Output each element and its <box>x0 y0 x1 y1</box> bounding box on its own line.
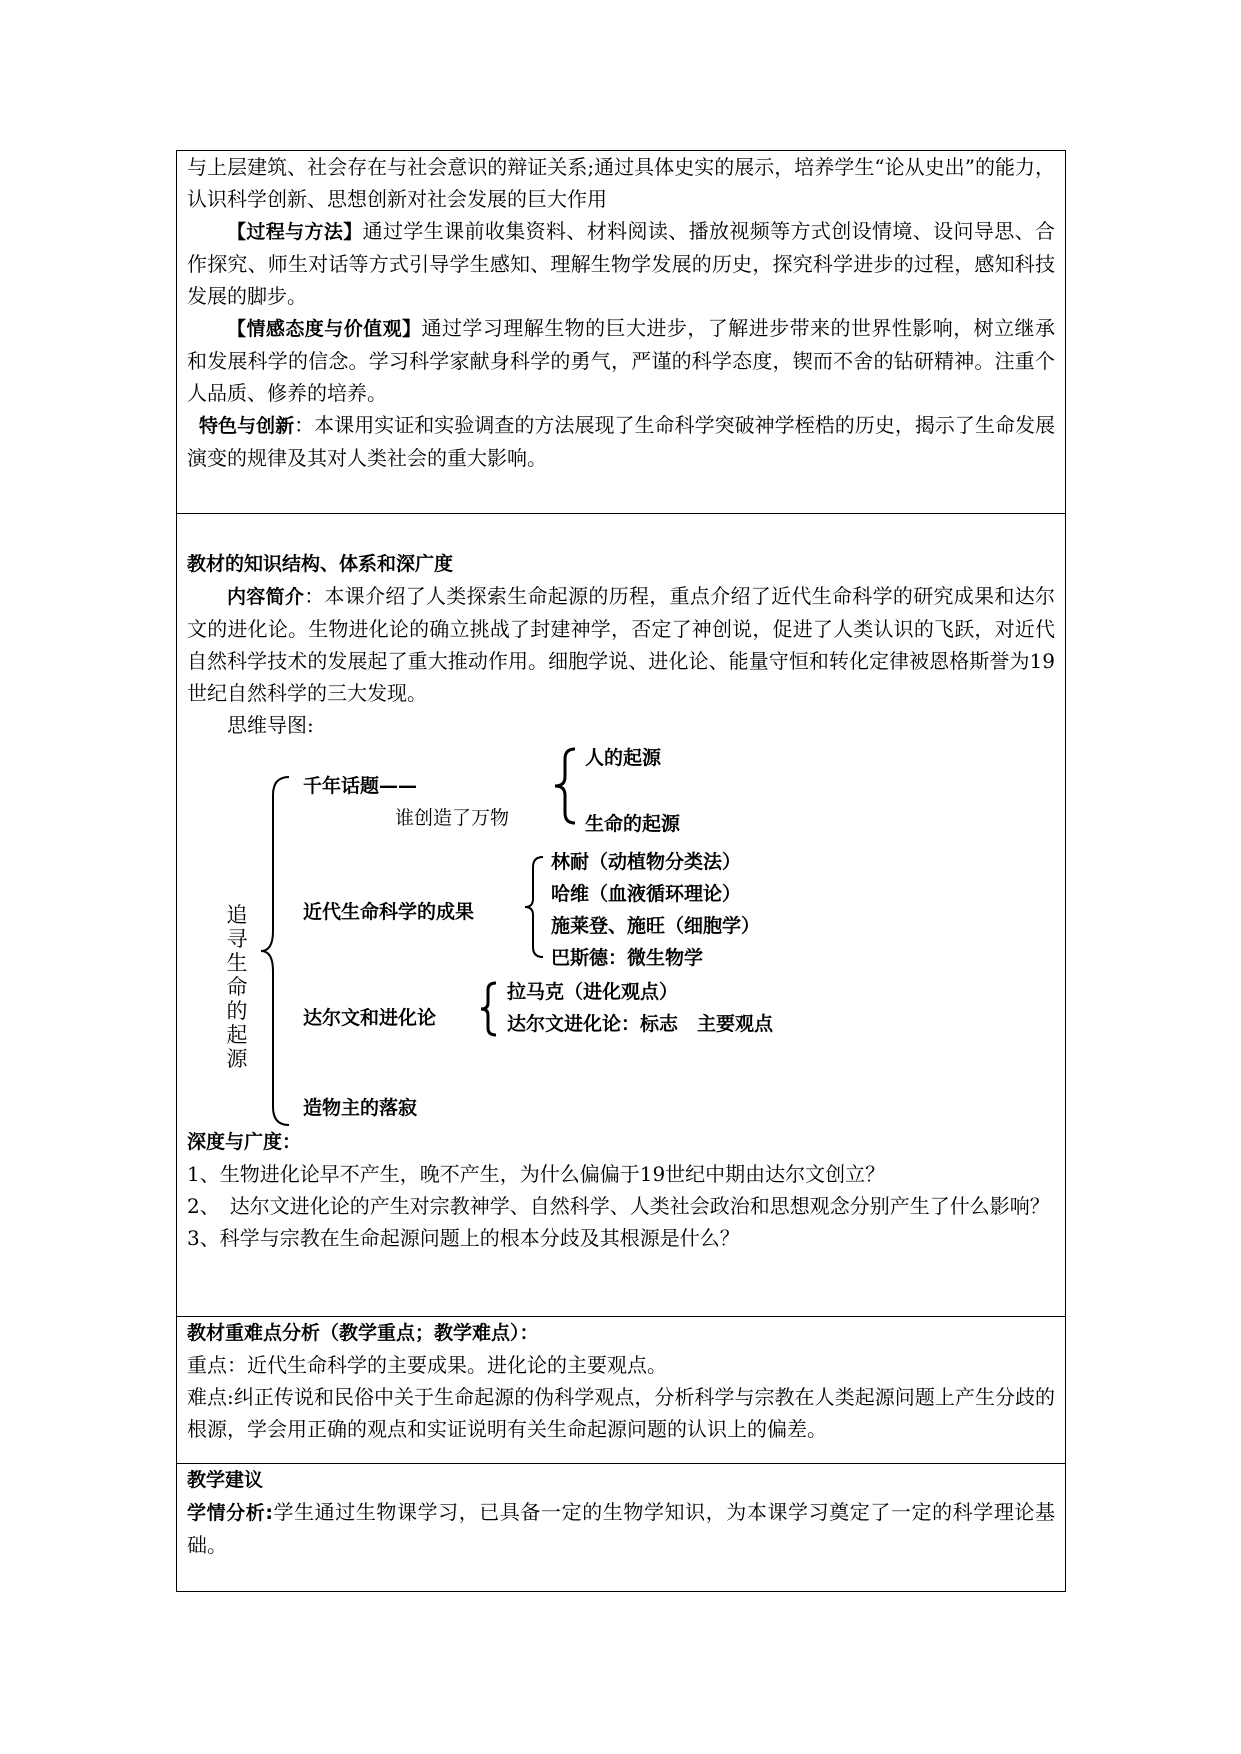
depth-heading <box>187 1125 1055 1158</box>
suggestion-cell <box>177 1463 1065 1561</box>
difficult-point: 难点:纠正传说和民俗中关于生命起源的伪科学观点，分析科学与宗教在人类起源问题上产生分歧的根源，学会用正确的观点和实证说明有关生命起源问题的认识上的偏差。 <box>187 1385 1055 1441</box>
branch3-child-2: 达尔文进化论：标志 主要观点 <box>507 1013 774 1035</box>
emotion-text: 通过学习理解生物的巨大进步，了解进步带来的世界性影响，树立继承和发展科学的信念。学习科学家献身科学的勇气，严谨的科学态度，锲而不舍的钻研精神。注重个人品质、修养的培养。 <box>187 316 1055 405</box>
keypoints-heading-text: 教材重难点分析（教学重点；教学难点）： <box>187 1322 539 1344</box>
analysis-text: 学生通过生物课学习，已具备一定的生物学知识，为本课学习奠定了一定的科学理论基础。 <box>187 1500 1055 1557</box>
intro-text: ：本课介绍了人类探索生命起源的历程，重点介绍了近代生命科学的研究成果和达尔文的进化论。生物进化论的确立挑战了封建神学，否定了神创说，促进了人类认识的飞跃，对近代自然科学技术的发展起了重大推动作用。细胞学说、进化论、能量守恒和转化定律被恩格斯誉为19世纪自然科学的三大发现。 <box>187 584 1055 705</box>
objectives-cell <box>177 151 1065 474</box>
keypoints-heading <box>187 1316 1055 1349</box>
depth-heading-text: 深度与广度： <box>187 1131 302 1153</box>
analysis-label: 学情分析: <box>187 1502 273 1524</box>
question-3: 3、科学与宗教在生命起源问题上的根本分歧及其根源是什么？ <box>187 1226 740 1250</box>
branch4-title: 造物主的落寂 <box>303 1097 418 1119</box>
branch1-child-2: 生命的起源 <box>585 813 681 835</box>
branch1-sub: 谁创造了万物 <box>395 807 510 829</box>
branch2-child-4: 巴斯德：微生物学 <box>551 947 704 969</box>
suggestion-heading <box>187 1463 1055 1496</box>
process-label: 【过程与方法】 <box>227 221 363 243</box>
process-text: 通过学生课前收集资料、材料阅读、播放视频等方式创设情境、设问导思、合作探究、师生对话等方式引导学生感知、理解生物学发展的历史，探究科学进步的过程，感知科技发展的脚步。 <box>187 219 1055 308</box>
mindmap-root: 追寻生命的起源 <box>226 903 248 1071</box>
intro-paragraph <box>187 580 1055 709</box>
suggestion-heading-text: 教学建议 <box>187 1469 264 1491</box>
lesson-plan-table <box>176 150 1066 1592</box>
process-paragraph <box>187 215 1055 312</box>
mindmap-label: 思维导图: <box>227 713 314 737</box>
structure-cell <box>177 547 1065 741</box>
branch1-title: 千年话题—— <box>303 775 418 797</box>
root-brace <box>259 775 295 1127</box>
branch3-brace <box>479 981 499 1037</box>
structure-heading <box>187 547 1055 580</box>
depth-cell <box>177 1125 1065 1254</box>
feature-paragraph <box>187 409 1055 474</box>
branch2-child-1: 林耐（动植物分类法） <box>551 851 742 873</box>
objectives-line1: 与上层建筑、社会存在与社会意识的辩证关系;通过具体史实的展示，培养学生“论从史出”的能力，认识科学创新、思想创新对社会发展的巨大作用 <box>187 155 1055 211</box>
emotion-paragraph <box>187 312 1055 409</box>
analysis-paragraph <box>187 1496 1055 1561</box>
branch2-title: 近代生命科学的成果 <box>303 901 475 923</box>
question-2: 2、 达尔文进化论的产生对宗教神学、自然科学、人类社会政治和思想观念分别产生了什么影响？ <box>187 1194 1050 1218</box>
branch2-child-3: 施莱登、施旺（细胞学） <box>551 915 761 937</box>
branch2-brace <box>523 855 547 959</box>
branch1-brace <box>553 747 579 825</box>
row-divider <box>177 513 1065 514</box>
intro-label: 内容简介 <box>227 586 305 608</box>
question-1: 1、生物进化论早不产生，晚不产生，为什么偏偏于19世纪中期由达尔文创立？ <box>187 1162 886 1186</box>
branch3-child-1: 拉马克（进化观点） <box>507 981 679 1003</box>
feature-text: ：本课用实证和实验调查的方法展现了生命科学突破神学桎梏的历史，揭示了生命发展演变的规律及其对人类社会的重大影响。 <box>187 413 1055 470</box>
emotion-label: 【情感态度与价值观】 <box>227 318 422 340</box>
keypoints-cell <box>177 1316 1065 1445</box>
branch1-child-1: 人的起源 <box>585 747 662 769</box>
structure-heading-text: 教材的知识结构、体系和深广度 <box>187 553 454 575</box>
branch2-child-2: 哈维（血液循环理论） <box>551 883 742 905</box>
feature-label: 特色与创新 <box>199 415 295 437</box>
branch3-title: 达尔文和进化论 <box>303 1007 437 1029</box>
key-point: 重点：近代生命科学的主要成果。进化论的主要观点。 <box>187 1353 667 1377</box>
